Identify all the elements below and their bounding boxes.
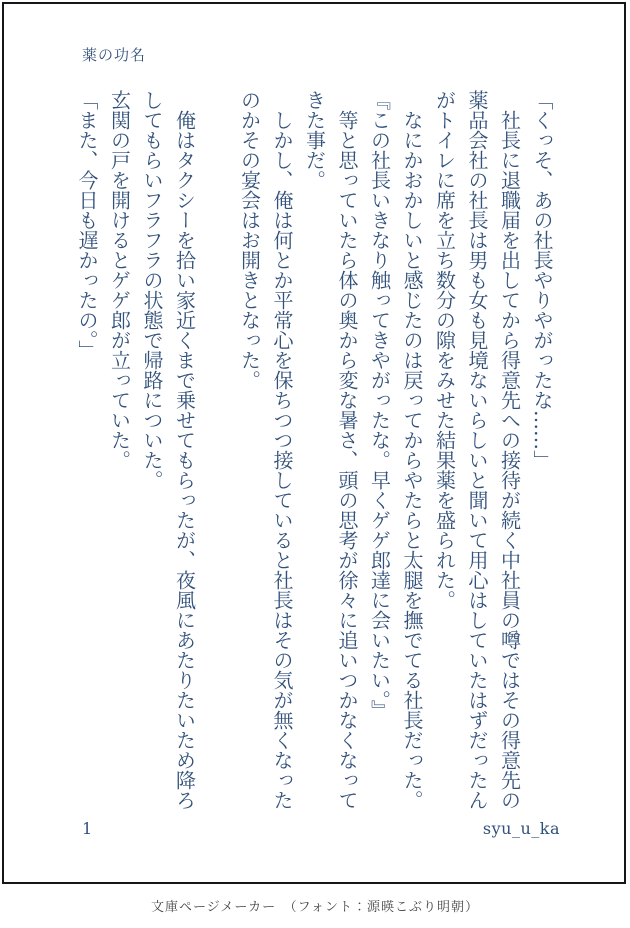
body-paragraph: 「また、今日も遅かったの。」 (75, 90, 99, 360)
page-title: 薬の功名 (82, 46, 147, 64)
body-paragraph: 社長に退職届を出してから得意先への接待が続く中社員の噂ではその得意先の薬品会社の社長は男も女も見境ないらしいと聞いて用心はしていたはずだったんがトイレに席を立ち数分の隙をみせた結果薬を盛られた。 (432, 90, 522, 810)
body-paragraph: 俺はタクシーを拾い家近くまで乗せてもらったが、夜風にあたりたいため降ろしてもらいフラフラの状態で帰路についた。 (140, 90, 197, 810)
body-paragraph-blank (201, 90, 234, 814)
body-paragraph: 玄関の戸を開けるとゲゲ郎が立っていた。 (107, 90, 132, 470)
body-paragraph: 「くっそ、あの社長やりやがったな……」 (530, 90, 554, 470)
body-paragraph: 『この社長いきなり触ってきやがったな。早くゲゲ郎達に会いたい。』 (367, 90, 392, 720)
body-paragraph: なにかおかしいと感じたのは戻ってからやたらと太腿を撫でてる社長だった。 (400, 90, 424, 810)
novel-page-sheet (2, 2, 626, 884)
body-paragraph: 等と思っていたら体の奥から変な暑さ、頭の思考が徐々に追いつかなくなってきた事だ。 (302, 90, 359, 810)
author-name: syu_u_ka (482, 819, 560, 838)
page-number: 1 (82, 819, 93, 838)
body-paragraph: しかし、俺は何とか平常心を保ちつつ接していると社長はその気が無くなったのかその宴会はお開きとなった。 (237, 90, 294, 810)
generator-caption: 文庫ページメーカー （フォント：源暎こぶり明朝） (151, 900, 479, 915)
vertical-body-text (64, 90, 558, 814)
